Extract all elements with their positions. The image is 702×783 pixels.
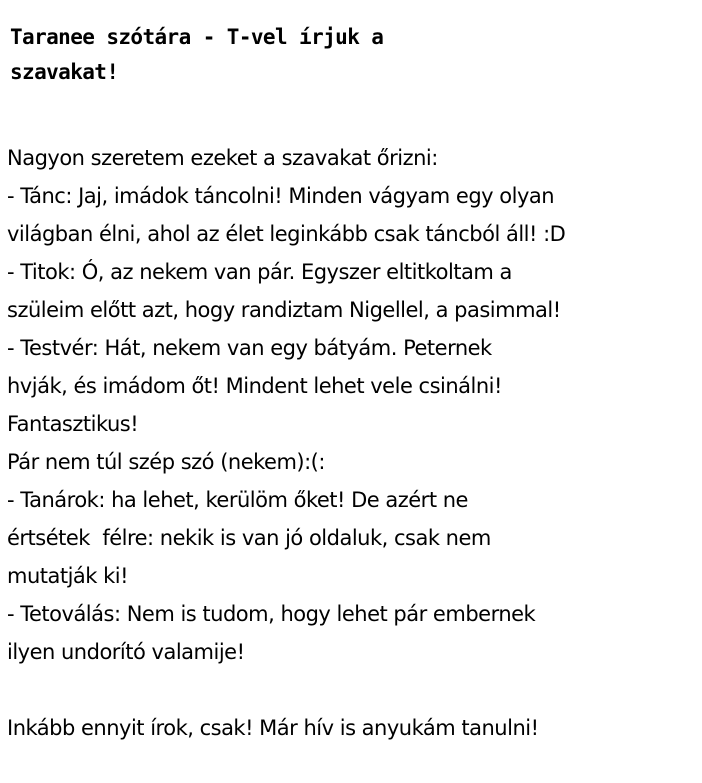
text-line: - Titok: Ó, az nekem van pár. Egyszer eltitkoltam a [7, 260, 512, 284]
text-line: ilyen undorító valamije! [7, 640, 245, 664]
text-line: mutatják ki! [7, 564, 129, 588]
text-line: értsétek félre: nekik is van jó oldaluk, csak nem [7, 526, 491, 550]
text-line: világban élni, ahol az élet leginkább csak táncból áll! :D [7, 222, 566, 246]
text-line: - Tánc: Jaj, imádok táncolni! Minden vágyam egy olyan [7, 184, 555, 208]
text-line: - Tanárok: ha lehet, kerülöm őket! De azért ne [7, 488, 468, 512]
page-title [10, 20, 510, 90]
text-line: - Testvér: Hát, nekem van egy bátyám. Peternek [7, 336, 492, 360]
text-line: Nagyon szeretem ezeket a szavakat őrizni: [7, 146, 438, 170]
text-line: hvják, és imádom őt! Mindent lehet vele csinálni! [7, 374, 502, 398]
text-line: Pár nem túl szép szó (nekem):(: [7, 450, 325, 474]
text-line: - Tetoválás: Nem is tudom, hogy lehet pár embernek [7, 602, 536, 626]
blank-line [7, 671, 697, 709]
text-line: szüleim előtt azt, hogy randiztam Nigellel, a pasimmal! [7, 298, 561, 322]
title-line-2: szavakat! [10, 60, 119, 84]
title-line-1: Taranee szótára - T-vel írjuk a [10, 25, 384, 49]
text-line: Inkább ennyit írok, csak! Már hív is anyukám tanulni! [7, 716, 539, 740]
body-text [7, 139, 697, 747]
text-line: Fantasztikus! [7, 412, 139, 436]
